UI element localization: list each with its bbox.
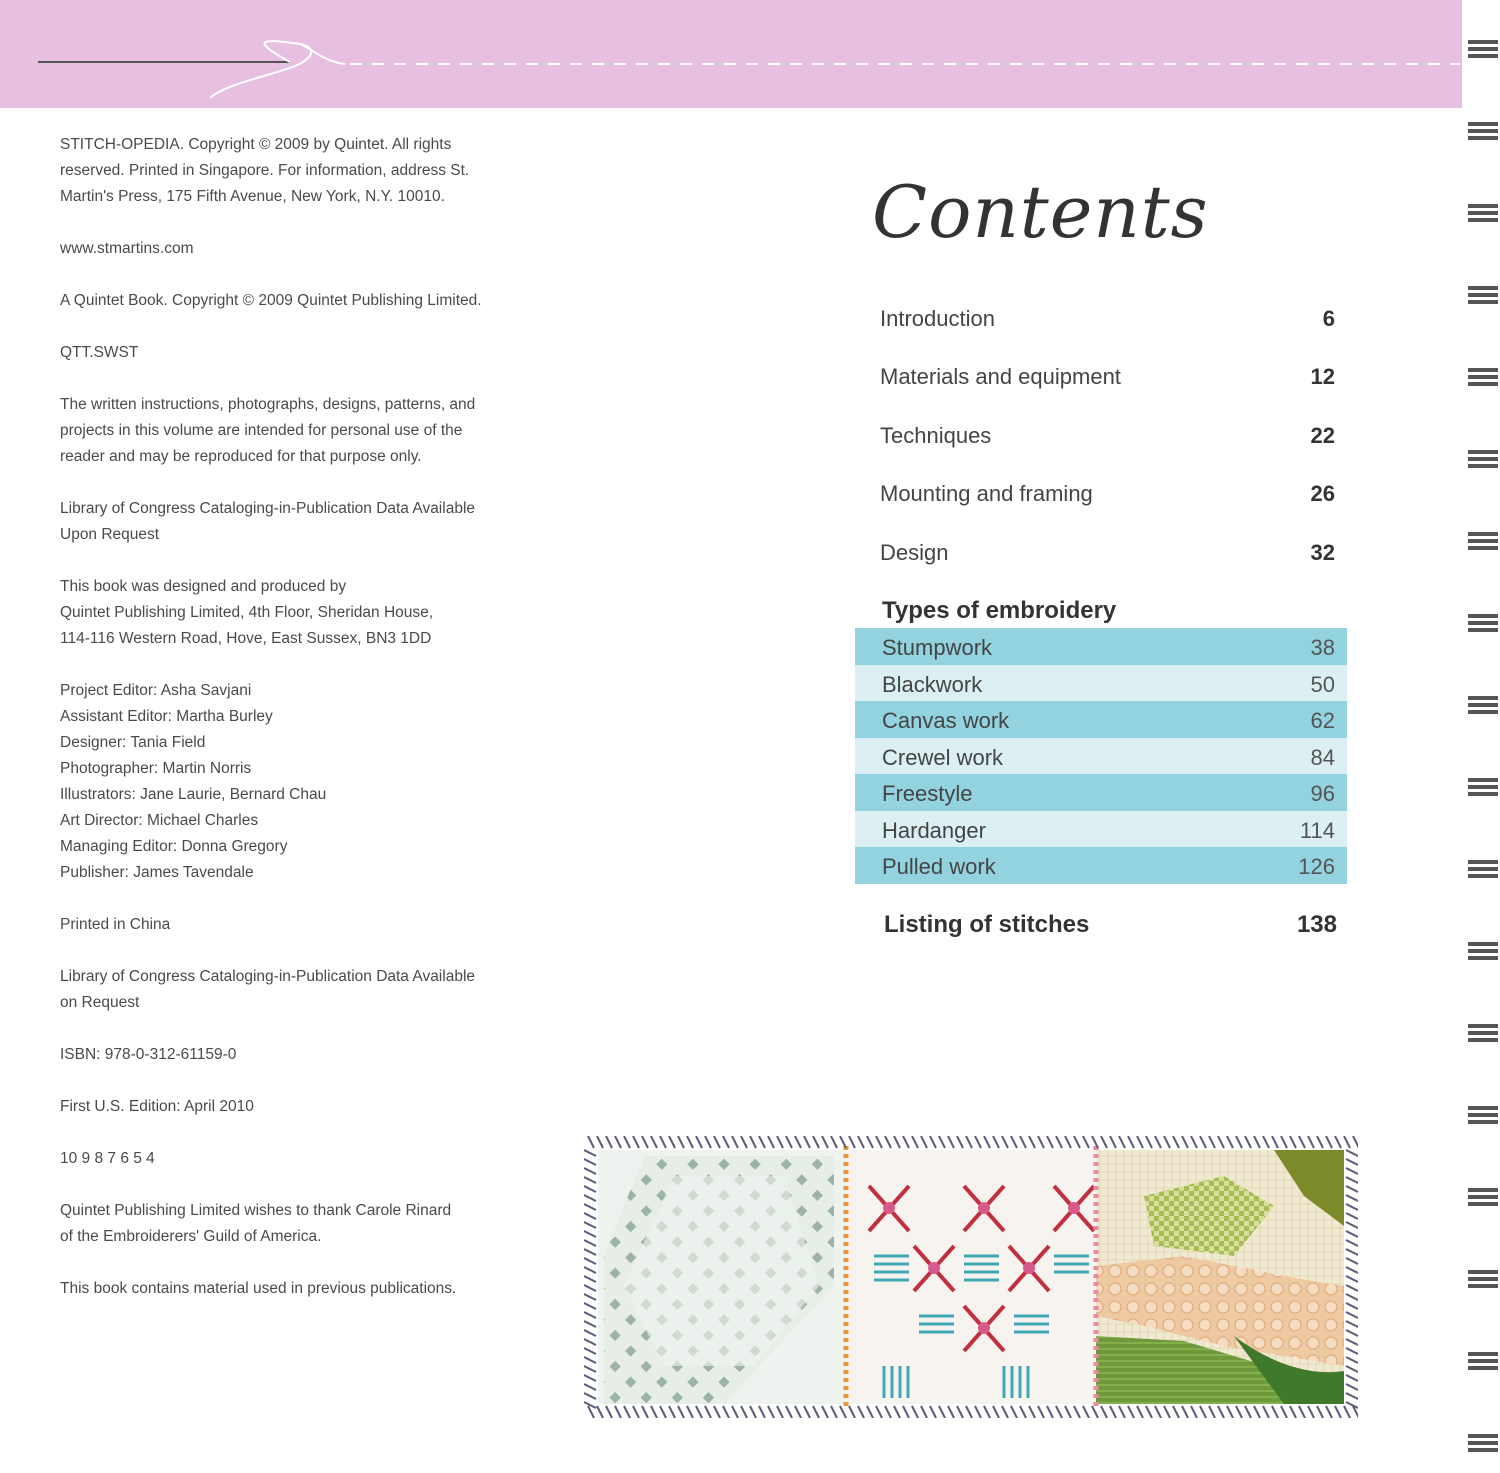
types-label: Hardanger <box>882 817 986 843</box>
toc-page: 22 <box>1310 423 1335 448</box>
toc-label: Techniques <box>880 423 992 448</box>
copyright-paragraph: 10 9 8 7 6 5 4 <box>60 1150 155 1167</box>
toc-page: 12 <box>1310 364 1335 389</box>
copyright-paragraph: Quintet Publishing Limited wishes to thank Carole Rinard of the Embroiderers' Guild of America. <box>60 1202 452 1245</box>
copyright-paragraph: A Quintet Book. Copyright © 2009 Quintet Publishing Limited. <box>60 292 482 309</box>
types-page: 50 <box>1310 671 1335 697</box>
toc-row[interactable] <box>880 534 1335 574</box>
contents-title: Contents <box>872 170 1209 254</box>
toc-row[interactable] <box>880 358 1335 398</box>
copyright-paragraph: ISBN: 978-0-312-61159-0 <box>60 1046 237 1063</box>
spiral-binding-icon <box>1462 0 1500 1473</box>
types-row[interactable] <box>855 665 1347 702</box>
toc-page: 26 <box>1310 481 1335 506</box>
types-label: Stumpwork <box>882 635 993 660</box>
copyright-paragraph: Library of Congress Cataloging-in-Publication Data Available Upon Request <box>60 500 476 543</box>
copyright-paragraph: The written instructions, photographs, designs, patterns, and projects in this volume are intended for personal use of the reader and may be reproduced for that purpose only. <box>60 396 476 465</box>
toc-label: Design <box>880 540 949 565</box>
copyright-paragraph: Library of Congress Cataloging-in-Publication Data Available on Request <box>60 968 476 1011</box>
copyright-paragraph: First U.S. Edition: April 2010 <box>60 1098 254 1115</box>
types-row[interactable] <box>855 774 1347 811</box>
toc-listing-page: 138 <box>1296 911 1337 938</box>
toc-page: 6 <box>1322 306 1335 331</box>
needle-thread-icon <box>0 0 1462 108</box>
types-heading: Types of embroidery <box>882 597 1117 624</box>
copyright-paragraph: Project Editor: Asha Savjani Assistant Editor: Martha Burley Designer: Tania Field Photographer: Martin Norris Illustrators: Jane Laurie, Bernard Chau Art Director: Michael Charles Managing Editor: Donna Gregory Publisher: James Tavendale <box>60 682 327 881</box>
copyright-paragraph: www.stmartins.com <box>60 240 194 257</box>
types-label: Pulled work <box>882 854 996 879</box>
toc-listing-label: Listing of stitches <box>884 911 1090 938</box>
toc-label: Mounting and framing <box>880 481 1093 506</box>
toc-label: Materials and equipment <box>880 364 1121 389</box>
copyright-paragraph: QTT.SWST <box>60 344 139 361</box>
types-page: 114 <box>1299 817 1335 843</box>
toc-label: Introduction <box>880 306 995 331</box>
types-label: Freestyle <box>882 781 973 806</box>
toc-row[interactable] <box>880 475 1335 515</box>
toc-row[interactable] <box>880 417 1335 457</box>
embroidery-samples-image <box>584 1136 1358 1418</box>
copyright-paragraph: This book was designed and produced by Quintet Publishing Limited, 4th Floor, Sheridan House, 114-116 Western Road, Hove, East Sussex, BN3 1DD <box>60 578 434 647</box>
types-page: 84 <box>1310 744 1335 770</box>
types-label: Blackwork <box>882 671 983 697</box>
types-row[interactable] <box>855 628 1347 665</box>
types-row[interactable] <box>855 847 1347 884</box>
types-row[interactable] <box>855 738 1347 775</box>
toc-page: 32 <box>1310 540 1335 565</box>
types-label: Crewel work <box>882 744 1004 770</box>
toc-listing-row[interactable] <box>884 905 1337 945</box>
copyright-paragraph: STITCH-OPEDIA. Copyright © 2009 by Quintet. All rights reserved. Printed in Singapore. For information, address St. Martin's Press, 175 Fifth Avenue, New York, N.Y. 10010. <box>60 136 470 205</box>
copyright-paragraph: This book contains material used in previous publications. <box>60 1280 457 1297</box>
types-page: 62 <box>1310 708 1335 733</box>
types-label: Canvas work <box>882 708 1010 733</box>
types-page: 38 <box>1310 635 1335 660</box>
copyright-paragraph: Printed in China <box>60 916 171 933</box>
toc-row[interactable] <box>880 300 1335 340</box>
copyright-block <box>60 132 560 1328</box>
types-row[interactable] <box>855 701 1347 738</box>
types-page: 96 <box>1310 781 1335 806</box>
types-row[interactable] <box>855 811 1347 848</box>
types-page: 126 <box>1298 854 1335 879</box>
types-list <box>855 628 1347 884</box>
